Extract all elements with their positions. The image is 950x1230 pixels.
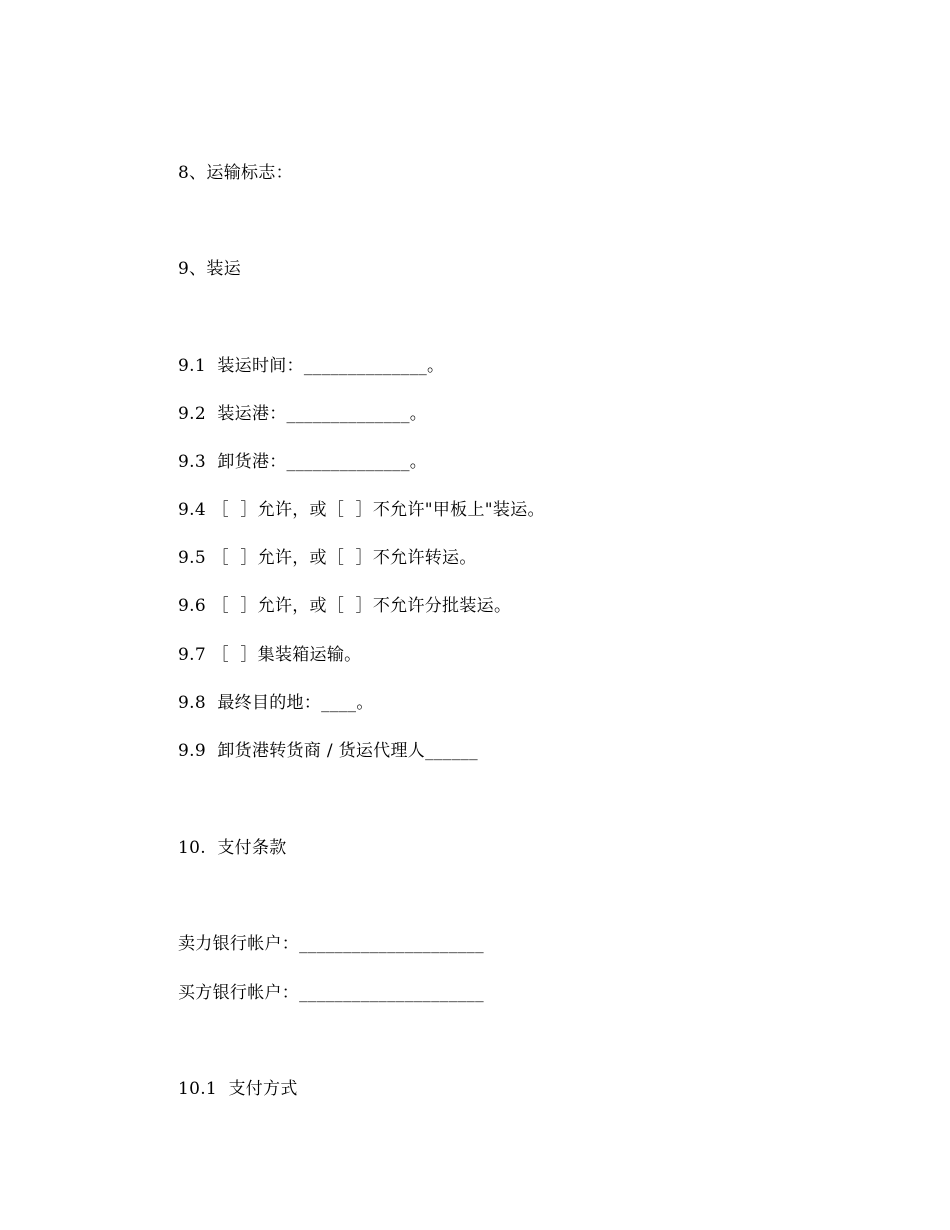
clause-9-2-loading-port: 9.2 装运港：______________。 — [178, 404, 428, 424]
seller-bank-account: 卖力银行帐户：_____________________ — [178, 934, 484, 954]
clause-9-4-on-deck: 9.4 ［ ］允许，或［ ］不允许"甲板上"装运。 — [178, 500, 545, 520]
clause-9-5-transshipment: 9.5 ［ ］允许，或［ ］不允许转运。 — [178, 548, 477, 568]
clause-9-1-shipment-time: 9.1 装运时间：______________。 — [178, 356, 445, 376]
clause-9-3-discharge-port: 9.3 卸货港：______________。 — [178, 452, 428, 472]
clause-9-9-forwarder: 9.9 卸货港转货商 / 货运代理人______ — [178, 741, 478, 761]
clause-9-7-container: 9.7 ［ ］集装箱运输。 — [178, 645, 362, 665]
clause-10-1-payment-method: 10.1 支付方式 — [178, 1079, 298, 1099]
clause-9-8-final-destination: 9.8 最终目的地：____。 — [178, 693, 374, 713]
section-8-shipping-marks: 8、运输标志： — [178, 163, 293, 183]
section-9-shipment-heading: 9、装运 — [178, 259, 242, 279]
clause-9-6-partial-shipment: 9.6 ［ ］允许，或［ ］不允许分批装运。 — [178, 596, 512, 616]
section-10-payment-terms: 10. 支付条款 — [178, 838, 287, 858]
buyer-bank-account: 买方银行帐户：_____________________ — [178, 983, 484, 1003]
